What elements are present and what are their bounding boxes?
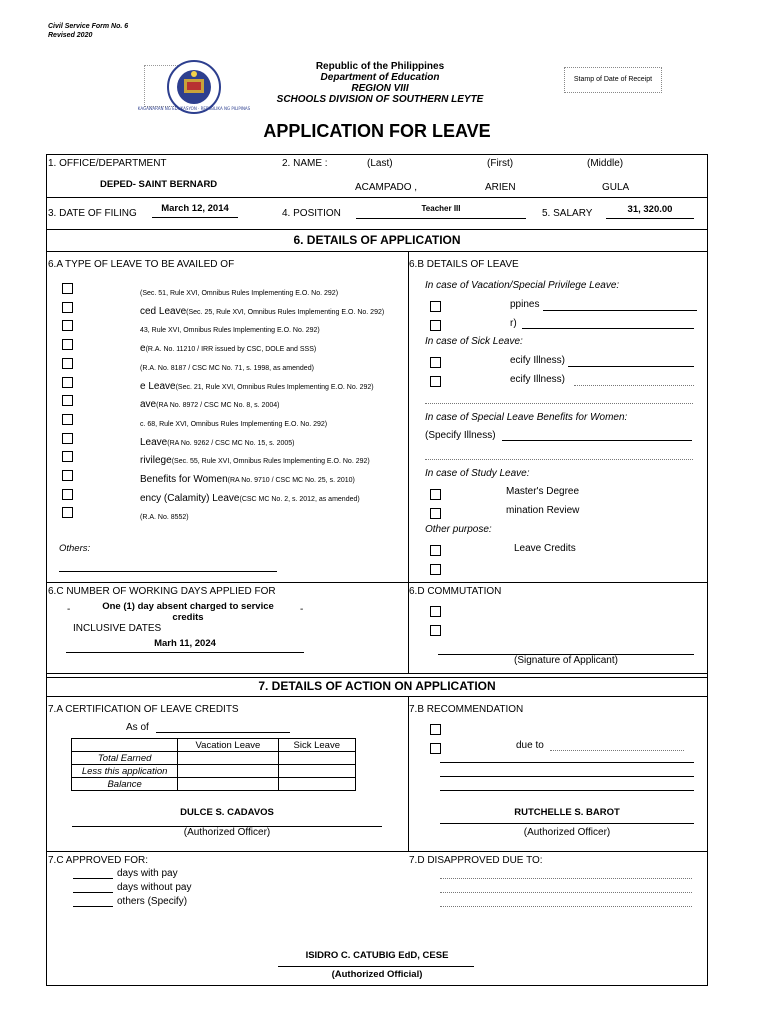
women-specify: (Specify Illness) <box>425 430 496 441</box>
other-purpose-heading: Other purpose: <box>425 524 492 535</box>
name-label: 2. NAME : <box>282 158 328 169</box>
authorized-official-title: (Authorized Official) <box>331 969 423 980</box>
table-row <box>72 778 356 791</box>
others-specify-label: others (Specify) <box>117 896 188 907</box>
leave-type-name: Leave <box>140 436 168 448</box>
leave-type-checkbox[interactable] <box>62 470 73 481</box>
days-without-pay-label: days without pay <box>117 882 192 893</box>
col-header-vacation: Vacation Leave <box>178 739 278 752</box>
terminal-leave-checkbox[interactable] <box>430 564 441 575</box>
study-option-2: mination Review <box>506 505 580 516</box>
row-divider <box>46 677 708 678</box>
last-name-value: ACAMPADO , <box>355 182 418 193</box>
leave-type-reference: (RA No. 8972 / CSC MC No. 8, s. 2004) <box>156 402 280 410</box>
row-divider <box>46 582 708 583</box>
row-divider <box>46 197 708 198</box>
certifying-officer-name: DULCE S. CADAVOS <box>180 807 274 818</box>
date-of-filing-label: 3. DATE OF FILING <box>48 208 137 219</box>
due-to-line <box>550 750 684 751</box>
division-line: SCHOOLS DIVISION OF SOUTHERN LEYTE <box>276 94 484 105</box>
abroad-checkbox[interactable] <box>430 320 441 331</box>
leave-type-reference: (Sec. 51, Rule XVI, Omnibus Rules Implementing E.O. No. 292) <box>140 290 339 297</box>
position-line <box>356 218 526 219</box>
leave-type-reference: (CSC MC No. 2, s. 2012, as amended) <box>239 495 360 503</box>
row-label-earned: Total Earned <box>72 752 178 765</box>
cell-less-sick <box>278 765 355 778</box>
middle-name-label: (Middle) <box>587 158 624 169</box>
republic-line: Republic of the Philippines <box>315 61 445 72</box>
middle-name-value: GULA <box>602 182 630 193</box>
authorized-official-name: ISIDRO C. CATUBIG EdD, CESE <box>305 950 449 961</box>
others-label: Others: <box>59 543 91 554</box>
certification-title: 7.A CERTIFICATION OF LEAVE CREDITS <box>48 704 239 715</box>
not-requested-checkbox[interactable] <box>430 606 441 617</box>
row-label-balance: Balance <box>72 778 178 791</box>
leave-type-checkbox[interactable] <box>62 339 73 350</box>
study-heading: In case of Study Leave: <box>425 468 530 479</box>
office-label: 1. OFFICE/DEPARTMENT <box>48 158 167 169</box>
leave-type-row <box>140 506 402 524</box>
position-value: Teacher III <box>421 204 461 213</box>
table-row <box>72 765 356 778</box>
monetization-checkbox[interactable] <box>430 545 441 556</box>
leave-type-name: Benefits for Women <box>140 474 228 485</box>
salary-label: 5. SALARY <box>542 208 593 219</box>
as-of-line <box>156 732 290 733</box>
seal-text: KAGAWARAN NG EDUKASYON · REPUBLIKA NG PILIPINAS <box>137 106 251 111</box>
form-title: APPLICATION FOR LEAVE <box>263 121 491 141</box>
working-days-title: 6.C NUMBER OF WORKING DAYS APPLIED FOR <box>48 586 276 597</box>
commutation-title: 6.D COMMUTATION <box>409 586 502 597</box>
office-value: DEPED- SAINT BERNARD <box>100 179 218 190</box>
leave-type-reference: (R.A. No. 11210 / IRR issued by CSC, DOLE and SSS) <box>145 346 317 354</box>
leave-type-row <box>140 469 402 487</box>
vacation-line-2 <box>522 328 694 329</box>
deped-seal-icon <box>137 60 251 114</box>
vacation-option-2: r) <box>510 318 517 329</box>
leave-type-reference: (Sec. 25, Rule XVI, Omnibus Rules Implementing E.O. No. 292) <box>186 308 385 316</box>
women-line-1 <box>502 440 692 441</box>
date-of-filing-line <box>152 217 238 218</box>
department-line: Department of Education <box>320 72 440 83</box>
vacation-line-1 <box>543 310 697 311</box>
leave-type-reference: c. 68, Rule XVI, Omnibus Rules Implementing E.O. No. 292) <box>140 420 328 428</box>
leave-type-name: e Leave <box>140 380 176 392</box>
vacation-heading: In case of Vacation/Special Privilege Leave: <box>425 280 620 291</box>
leave-type-row <box>140 376 402 394</box>
details-of-leave-title: 6.B DETAILS OF LEAVE <box>409 259 519 270</box>
leave-type-reference: (R.A. No. 8552) <box>140 514 189 522</box>
recommending-officer-name: RUTCHELLE S. BAROT <box>514 807 620 818</box>
leave-type-checkbox[interactable] <box>62 433 73 444</box>
within-philippines-checkbox[interactable] <box>430 301 441 312</box>
as-of-label: As of <box>126 722 149 733</box>
leave-type-row <box>140 450 402 468</box>
last-name-label: (Last) <box>367 158 393 169</box>
leave-type-row <box>140 301 402 319</box>
cell-less-vacation <box>178 765 278 778</box>
leave-type-row <box>140 338 402 356</box>
recommendation-line-2 <box>440 776 694 777</box>
sick-option-1: ecify Illness) <box>510 355 566 366</box>
leave-type-name: ced Leave <box>140 305 187 317</box>
other-option-1: Leave Credits <box>514 543 576 554</box>
recommendation-line-3 <box>440 790 694 791</box>
cell-earned-sick <box>278 752 355 765</box>
recommending-officer-line <box>440 823 694 824</box>
leave-type-reference: (RA No. 9262 / CSC MC No. 15, s. 2005) <box>167 439 295 447</box>
out-patient-checkbox[interactable] <box>430 376 441 387</box>
table-corner <box>72 739 178 752</box>
leave-type-reference: (RA No. 9710 / CSC MC No. 25, s. 2010) <box>227 477 355 484</box>
receipt-stamp-box: Stamp of Date of Receipt <box>564 67 662 93</box>
applicant-signature-label: (Signature of Applicant) <box>514 655 618 666</box>
leave-type-checkbox[interactable] <box>62 489 73 500</box>
leave-type-row <box>140 394 402 412</box>
leave-type-name: ency (Calamity) Leave <box>140 492 240 504</box>
sick-heading: In case of Sick Leave: <box>425 336 523 347</box>
masters-degree-checkbox[interactable] <box>430 489 441 500</box>
leave-type-checkbox[interactable] <box>62 395 73 406</box>
in-hospital-checkbox[interactable] <box>430 357 441 368</box>
disapproved-title: 7.D DISAPPROVED DUE TO: <box>409 855 543 866</box>
row-divider <box>46 673 708 674</box>
leave-type-reference: 43, Rule XVI, Omnibus Rules Implementing E.O. No. 292) <box>140 327 320 335</box>
salary-line <box>606 218 694 219</box>
inclusive-dates-value: Marh 11, 2024 <box>154 638 216 649</box>
days-with-pay-line <box>73 878 113 879</box>
leave-type-checkbox[interactable] <box>62 358 73 369</box>
working-days-value: One (1) day absent charged to service credits <box>102 601 274 623</box>
leave-type-row <box>140 319 402 337</box>
bar-board-review-checkbox[interactable] <box>430 508 441 519</box>
recommendation-title: 7.B RECOMMENDATION <box>409 704 524 715</box>
leave-type-name: e <box>140 343 146 355</box>
inclusive-dates-line <box>66 652 304 653</box>
sick-option-2: ecify Illness) <box>510 374 566 385</box>
cell-balance-vacation <box>178 778 278 791</box>
working-days-dash-left: - <box>67 604 71 615</box>
sick-line-2 <box>574 385 694 386</box>
approved-for-title: 7.C APPROVED FOR: <box>48 855 149 866</box>
women-line-2 <box>425 459 693 460</box>
leave-type-checkbox[interactable] <box>62 302 73 313</box>
first-name-label: (First) <box>487 158 514 169</box>
recommendation-line-1 <box>440 762 694 763</box>
row-divider <box>46 851 708 852</box>
row-divider <box>46 251 708 252</box>
leave-type-checkbox[interactable] <box>62 320 73 331</box>
requested-checkbox[interactable] <box>430 625 441 636</box>
leave-type-reference: (Sec. 21, Rule XVI, Omnibus Rules Implementing E.O. No. 292) <box>175 383 374 391</box>
others-specify-line <box>73 906 113 907</box>
women-heading: In case of Special Leave Benefits for Women: <box>425 412 628 423</box>
leave-type-row <box>140 432 402 450</box>
recommending-officer-title: (Authorized Officer) <box>523 827 611 838</box>
row-divider <box>46 229 708 230</box>
leave-type-name: rivilege <box>140 455 172 467</box>
leave-type-row <box>140 357 402 375</box>
inclusive-dates-label: INCLUSIVE DATES <box>73 623 162 634</box>
disapproved-line-1 <box>440 878 692 879</box>
leave-type-row <box>140 282 402 300</box>
leave-type-checkbox[interactable] <box>62 283 73 294</box>
form-revision: Revised 2020 <box>48 32 93 39</box>
leave-type-checkbox[interactable] <box>62 507 73 518</box>
type-of-leave-title: 6.A TYPE OF LEAVE TO BE AVAILED OF <box>48 259 235 270</box>
row-divider <box>46 696 708 697</box>
authorized-official-line <box>278 966 474 967</box>
for-disapproval-checkbox[interactable] <box>430 743 441 754</box>
leave-type-row <box>140 413 402 431</box>
leave-type-reference: (Sec. 55, Rule XVI, Omnibus Rules Implementing E.O. No. 292) <box>171 458 370 466</box>
row-label-less: Less this application <box>72 765 178 778</box>
leave-type-checkbox[interactable] <box>62 414 73 425</box>
salary-value: 31, 320.00 <box>627 204 673 215</box>
sick-line-1 <box>568 366 694 367</box>
leave-credits-table <box>71 738 356 791</box>
leave-type-row <box>140 488 402 506</box>
section-6-title: 6. DETAILS OF APPLICATION <box>293 233 461 247</box>
for-approval-checkbox[interactable] <box>430 724 441 735</box>
working-days-dash-right: - <box>300 604 304 615</box>
form-code: Civil Service Form No. 6 <box>48 23 129 30</box>
leave-type-checkbox[interactable] <box>62 377 73 388</box>
disapproved-line-3 <box>440 906 692 907</box>
section-7-title: 7. DETAILS OF ACTION ON APPLICATION <box>258 679 496 693</box>
others-line <box>59 571 277 572</box>
column-divider <box>408 251 409 673</box>
table-row <box>72 752 356 765</box>
days-without-pay-line <box>73 892 113 893</box>
vacation-option-1: ppines <box>510 299 540 310</box>
cell-earned-vacation <box>178 752 278 765</box>
leave-type-name: ave <box>140 399 157 411</box>
region-line: REGION VIII <box>351 83 409 94</box>
date-of-filing-value: March 12, 2014 <box>161 203 229 214</box>
days-with-pay-label: days with pay <box>117 868 178 879</box>
leave-type-reference: (R.A. No. 8187 / CSC MC No. 71, s. 1998, as amended) <box>140 364 314 372</box>
first-name-value: ARIEN <box>485 182 516 193</box>
due-to-label: due to <box>516 740 544 751</box>
sick-line-3 <box>425 403 693 404</box>
col-header-sick: Sick Leave <box>278 739 355 752</box>
leave-type-checkbox[interactable] <box>62 451 73 462</box>
column-divider <box>408 696 409 851</box>
cell-balance-sick <box>278 778 355 791</box>
study-option-1: Master's Degree <box>506 486 580 497</box>
position-label: 4. POSITION <box>282 208 341 219</box>
disapproved-line-2 <box>440 892 692 893</box>
certifying-officer-title: (Authorized Officer) <box>183 827 271 838</box>
